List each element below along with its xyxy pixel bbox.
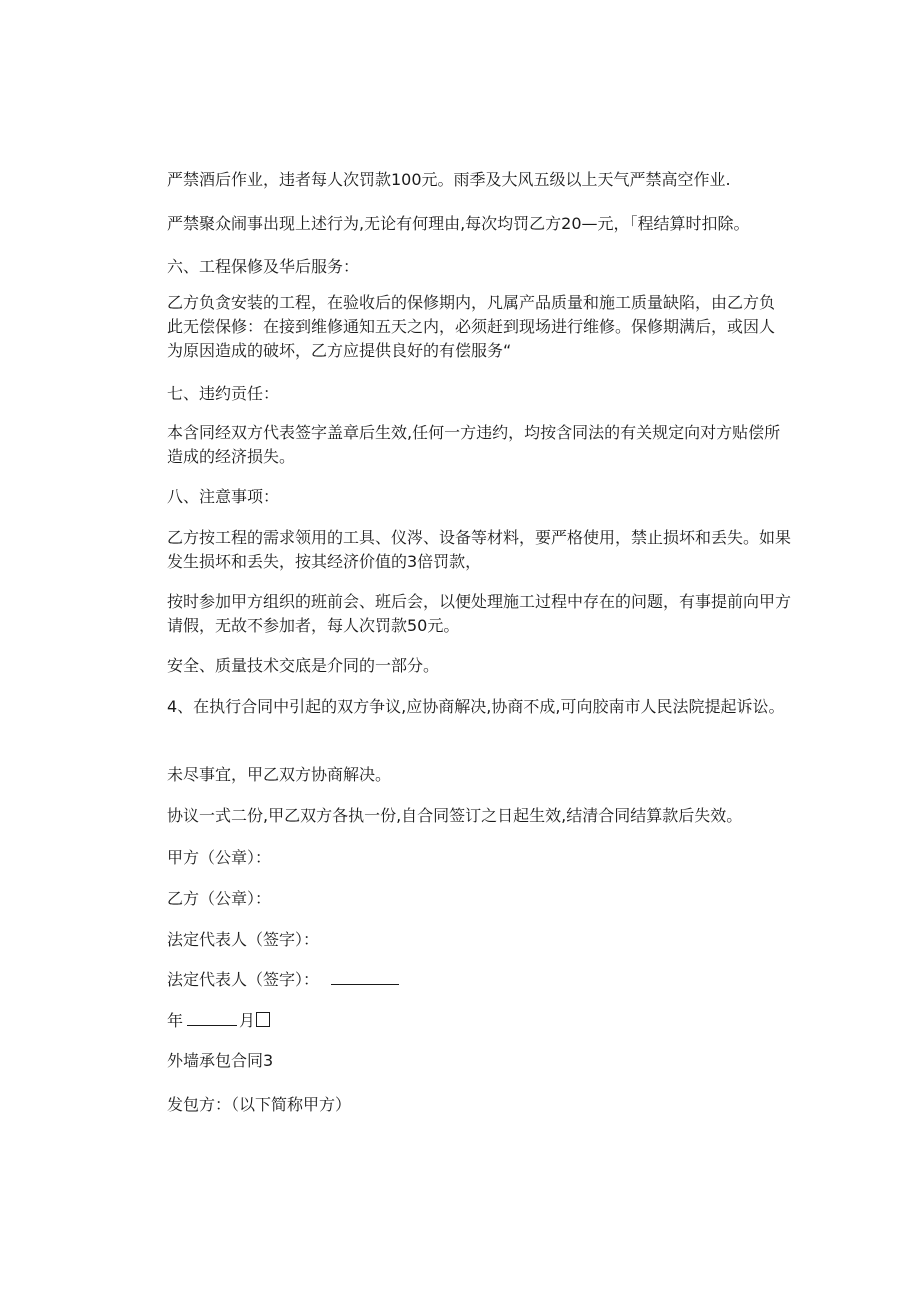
month-label: 月 <box>239 1011 256 1030</box>
paragraph-gathering-ban: 严禁聚众闹事出现上述行为,无论有何理由,每次均罚乙方20—元，「程结算时扣除。 <box>167 214 750 233</box>
paragraph-safety-briefing: 安全、质量技术交底是介同的一部分。 <box>167 656 440 675</box>
legal-rep-signature-line-1: 法定代表人（签字）： <box>167 930 320 949</box>
heading-section-7: 七、违约贡任： <box>167 384 280 403</box>
year-label: 年 <box>167 1011 184 1030</box>
paragraph-tool-usage: 乙方按工程的需求领用的工具、仪涔、设备等材料，要严格使用，禁止损坏和丢失。如果发生损坏和丢失，按其经济价值的3倍罚款， <box>167 528 792 571</box>
party-a-seal-line: 甲方（公章）： <box>167 848 272 867</box>
legal-rep-label-2: 法定代表人（签字）： <box>167 970 320 989</box>
contract-title-3: 外墙承包合同3 <box>167 1051 274 1070</box>
signature-blank <box>331 970 399 985</box>
paragraph-meetings: 按时参加甲方组织的班前会、班后会，以便处理施工过程中存在的问题，有事提前向甲方请假，无故不参加者，每人次罚款50元。 <box>167 592 792 635</box>
paragraph-dispute: 4、在执行合同中引起的双方争议,应协商解决,协商不成,可向胶南市人民法院提起诉讼。 <box>167 697 785 716</box>
heading-section-8: 八、注意事项： <box>167 487 280 506</box>
paragraph-drinking-ban: 严禁酒后作业，违者每人次罚款100元。雨季及大风五级以上天气严禁高空作业. <box>167 170 731 189</box>
legal-rep-signature-line-2 <box>167 968 792 992</box>
paragraph-unresolved-matters: 未尽事宜，甲乙双方协商解决。 <box>167 765 392 784</box>
paragraph-copies: 协议一式二份,甲乙双方各执一份,自合同签订之日起生效,结清合同结算款后失效。 <box>167 806 743 825</box>
paragraph-breach-liability: 本含同经双方代表签字盖章后生效,任何一方违约，均按含同法的有关规定向对方贴偿所造成的经济损失。 <box>167 423 781 466</box>
year-blank <box>187 1011 237 1026</box>
date-line <box>167 1009 792 1033</box>
day-box <box>256 1012 270 1027</box>
party-b-seal-line: 乙方（公章）： <box>167 889 272 908</box>
contractor-party-line: 发包方：（以下简称甲方） <box>167 1095 352 1114</box>
heading-section-6: 六、工程保修及华后服务： <box>167 257 360 276</box>
paragraph-warranty: 乙方负贪安装的工程，在验收后的保修期内，凡属产品质量和施工质量缺陷，由乙方负此无偿保修：在接到维修通知五天之内，必须赶到现场进行维修。保修期满后，或因人为原因造成的破坏，乙方应提供良好的有偿服务“ <box>167 293 776 360</box>
